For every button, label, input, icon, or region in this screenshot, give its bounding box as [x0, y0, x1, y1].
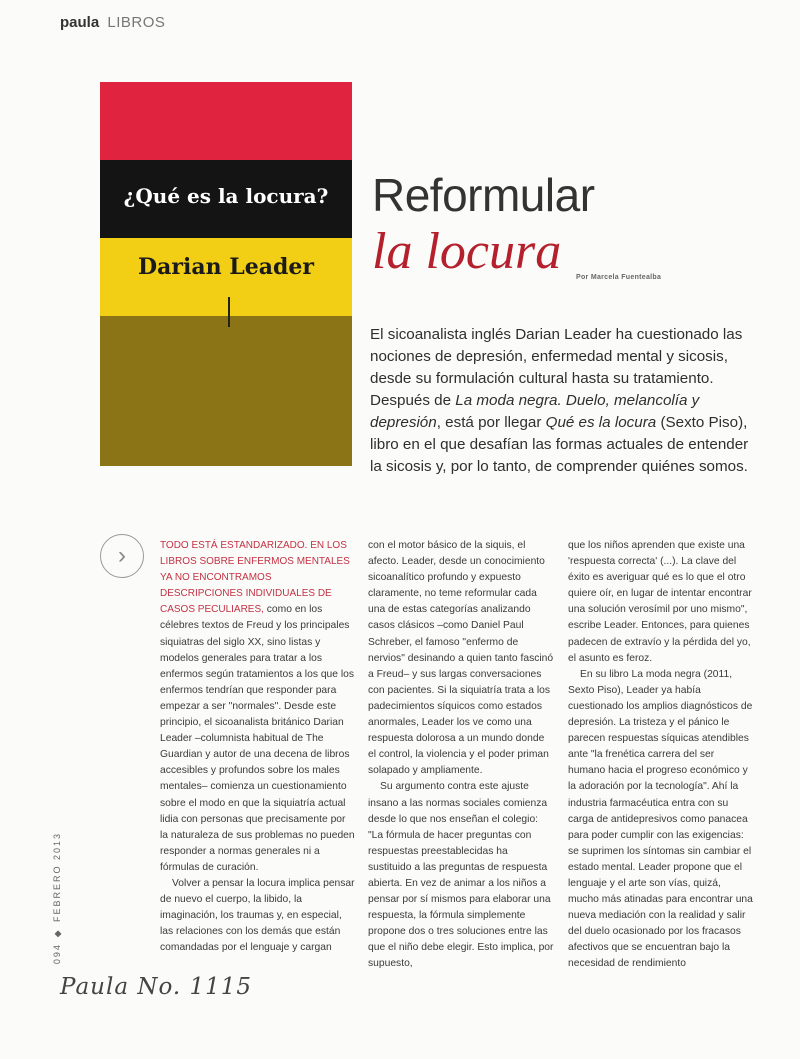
- paragraph: [160, 538, 356, 876]
- magazine-brand: paula: [60, 14, 100, 31]
- lede-text: El sicoanalista inglés Darian Leader ha cuestionado las nociones de depresión, enfermedad mental y sicosis, desde su formulación cultural hasta su tratamiento. Después de: [370, 326, 743, 409]
- paragraph: con el motor básico de la siquis, el afecto. Leader, desde un conocimiento sicoanalítico profundo y expuesto claramente, no teme reformular cada una de estas categorías analizando casos clásicos –como Daniel Paul Schreber, el famoso "enfermo de nervios" desinando a quien tanto fascinó a Freud– y sus largas conversaciones con pacientes. Si la siquiatría trata a los padecimientos síquicos como estados anormales, Leader los ve como una respuesta dolorosa a un mundo donde el control, la violencia y el poder priman solapado y ampliamente.: [368, 540, 554, 777]
- lede-text: , está por llegar: [436, 414, 546, 431]
- paragraph: que los niños aprenden que existe una 'respuesta correcta' (...). La clave del éxito es averiguar qué es lo que el otro quiere oír, en lugar de intentar encontrar una solución verosímil por uno mismo", escribe Leader. Entonces, para quienes padecen de extravío y la pérdida del yo, el asunto es feroz.: [568, 540, 752, 664]
- handwritten-note: Paula No. 1115: [60, 974, 253, 1000]
- book-cover: [100, 82, 352, 466]
- lead-in-caps: TODO ESTÁ ESTANDARIZADO. EN LOS LIBROS SOBRE ENFERMOS MENTALES YA NO ENCONTRAMOS DESCRIPCIONES INDIVIDUALES DE CASOS PECULIARES,: [160, 540, 350, 616]
- cover-publisher-mark: [228, 297, 230, 327]
- page-number: 094: [52, 943, 62, 965]
- paragraph: En su libro La moda negra (2011, Sexto Piso), Leader ya había cuestionado los amplios diagnósticos de depresión. La tristeza y el pánico le parecen respuestas síquicas atendibles ante "la frenética carrera del ser humano hacia el progreso económico y la adoración por la tecnología". Ahí la industria farmacéutica entra con su carga de antidepresivos como panacea para poder cumplir con las exigencias: se suprimen los síntomas sin cambiar el estado mental. Leader propone que el lenguaje y el arte son vías, quizá, mucho más atinadas para encontrar una nueva mediación con la realidad y salir del duelo ocasionado por los fracasos afectivos que se encuentran bajo la necesidad de rendimiento: [568, 668, 753, 970]
- lede-italic-title1: La moda negra. Duelo, melancolía y depresión: [370, 392, 700, 431]
- body-column-2: [368, 538, 554, 973]
- book-title: ¿Qué es la locura?: [123, 184, 329, 208]
- magazine-header: [60, 14, 165, 31]
- article-lede: [370, 324, 762, 478]
- article-title-line2: la locura: [372, 223, 562, 280]
- article-byline: Por Marcela Fuentealba: [576, 274, 662, 281]
- body-column-3: [568, 538, 754, 973]
- paragraph: Volver a pensar la locura implica pensar de nuevo el cuerpo, la libido, la imaginación, los traumas y, en especial, las relaciones con los demás que están comandadas por el lenguaje y cargan: [160, 877, 355, 954]
- lede-italic-title2: Qué es la locura: [545, 414, 657, 431]
- book-author: Darian Leader: [138, 254, 314, 280]
- folio: 094 ◆ FEBRERO 2013: [52, 832, 62, 965]
- issue-date: FEBRERO 2013: [52, 832, 62, 923]
- article-title-line1: Reformular: [372, 169, 595, 221]
- cover-stripe-olive: [100, 316, 352, 466]
- cover-stripe-red: [100, 82, 352, 160]
- section-label: LIBROS: [107, 14, 166, 31]
- paragraph-text: como en los célebres textos de Freud y los principales siquiatras del siglo XX, sino listas y modelos generales para tratar a los enfermos según tratamientos a los que los enfermos tendrían que responder para empezar a ser "normales". Desde este principio, el sicoanalista británico Darian Leader –columnista habitual de The Guardian y autor de una decena de libros accesibles y profundos sobre los males mentales– comienza un cuestionamiento sobre el modo en que la siquiatría actual lidia con personas que precisamente por la naturaleza de sus problemas no pueden responder a normas generales ni a fórmulas de curación.: [160, 604, 355, 873]
- paragraph: Su argumento contra este ajuste insano a las normas sociales comienza desde lo que nos enseñan el colegio: "La fórmula de hacer preguntas con respuestas preestablecidas ha sustituido a las preguntas de respuesta abierta. En vez de animar a los niños a pensar por sí mismos para elaborar una respuesta, la fórmula simplemente propone dos o tres soluciones entre las que el niño debe elegir. Esto implica, por supuesto,: [368, 781, 554, 970]
- lede-text: (Sexto Piso), libro en el que desafían las formas actuales de entender la sicosis y, por lo tanto, de comprender quiénes somos.: [370, 414, 749, 475]
- body-column-1: [160, 538, 356, 956]
- chevron-right-icon: ›: [100, 534, 144, 578]
